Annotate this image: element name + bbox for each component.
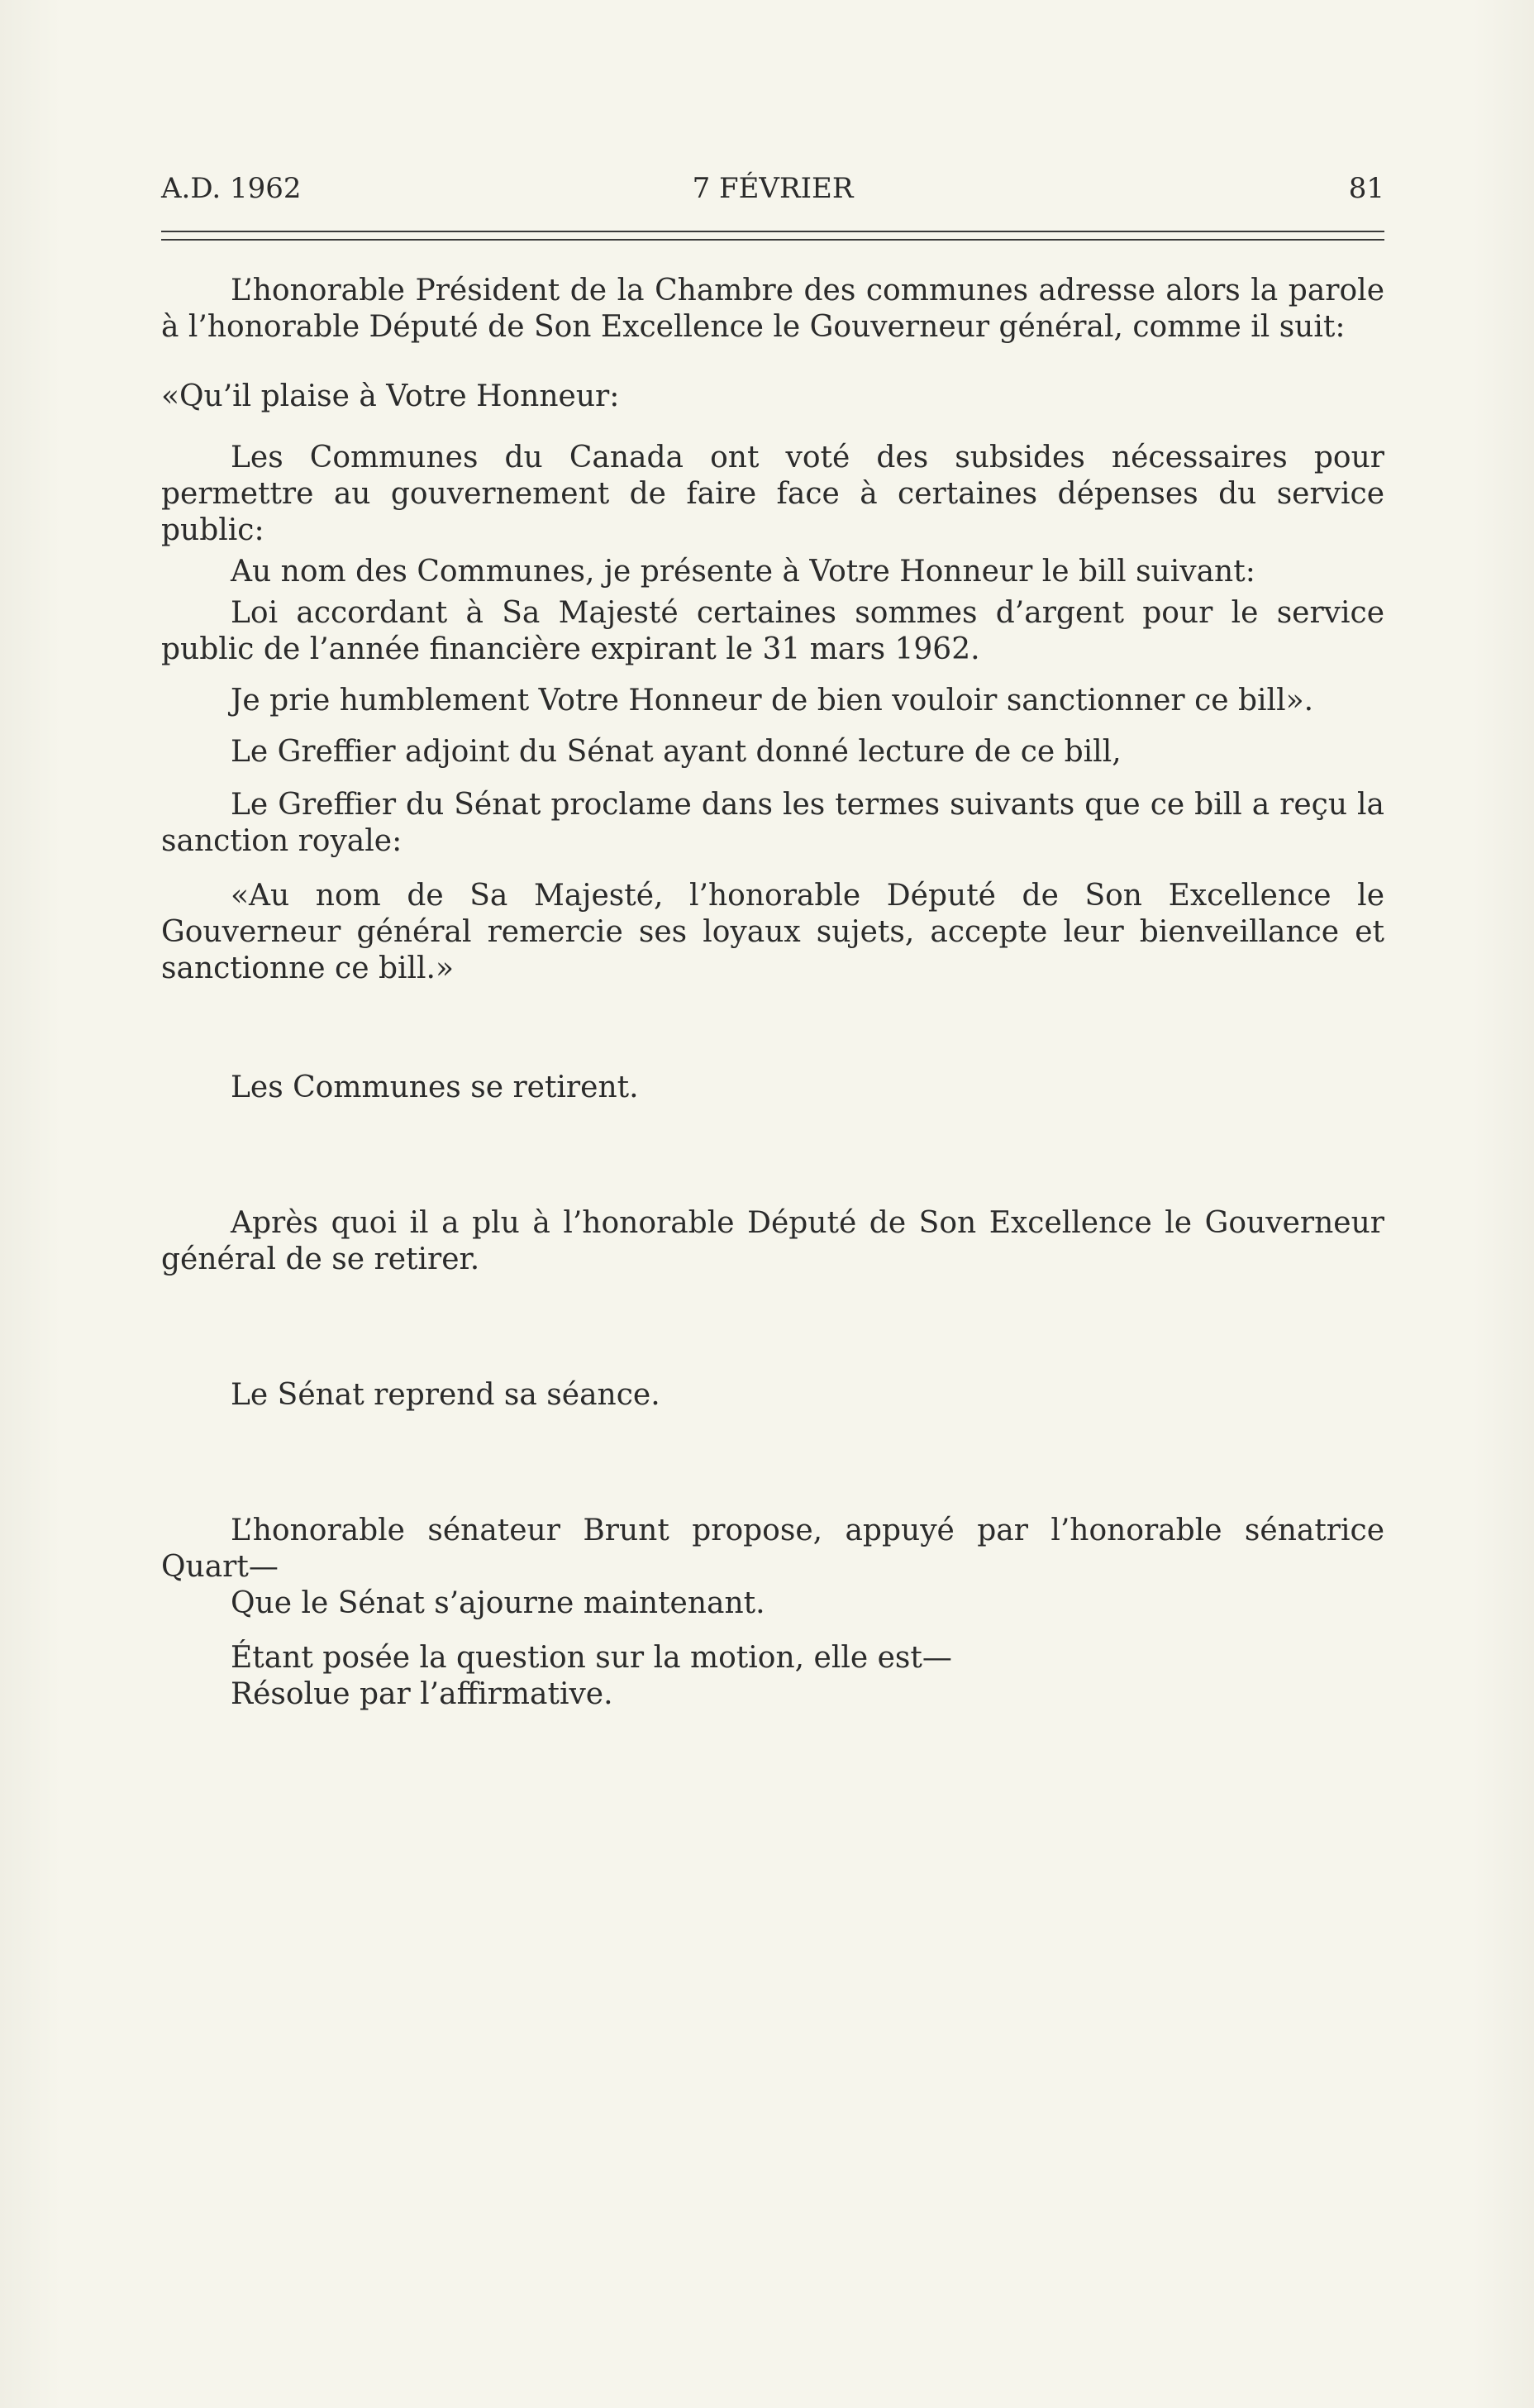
paragraph-clerk-reading: Le Greffier adjoint du Sénat ayant donné lecture de ce bill,	[231, 735, 1122, 769]
paragraph-supply-voted: Les Communes du Canada ont voté des subsides nécessaires pour permettre au gouvernement de faire face à certaines dépenses du service public:	[161, 441, 1384, 547]
paragraph-royal-assent: Le Greffier du Sénat proclame dans les termes suivants que ce bill a reçu la sanction royale:	[161, 788, 1384, 858]
paragraph-speaker-address: L’honorable Président de la Chambre des communes adresse alors la parole à l’honorable Député de Son Excellence le Gouverneur général, comme il suit:	[161, 274, 1384, 344]
header-date: 7 FÉVRIER	[692, 172, 854, 205]
paragraph-motion-text: Que le Sénat s’ajourne maintenant.	[231, 1586, 765, 1620]
paragraph-commons-withdraw: Les Communes se retirent.	[231, 1070, 639, 1104]
paragraph-resolved: Résolue par l’affirmative.	[231, 1677, 613, 1711]
paragraph-request-assent: Je prie humblement Votre Honneur de bien vouloir sanctionner ce bill».	[231, 684, 1314, 718]
header-rule-top	[161, 231, 1384, 232]
paragraph-bill-title: Loi accordant à Sa Majesté certaines sommes d’argent pour le service public de l’année financière expirant le 31 mars 1962.	[161, 596, 1384, 666]
paragraph-sitting-resumed: Le Sénat reprend sa séance.	[231, 1378, 660, 1412]
paragraph-deputy-retires: Après quoi il a plu à l’honorable Député de Son Excellence le Gouverneur général de se retirer.	[161, 1206, 1384, 1276]
document-body	[161, 273, 1384, 1713]
page-header	[161, 172, 1384, 213]
paragraph-assent-formula: «Au nom de Sa Majesté, l’honorable Député de Son Excellence le Gouverneur général remercie ses loyaux sujets, accepte leur bienveillance et sanctionne ce bill.»	[161, 879, 1384, 985]
paragraph-address-opening: «Qu’il plaise à Votre Honneur:	[161, 379, 620, 413]
page-number: 81	[1348, 172, 1384, 205]
paragraph-presenting-bill: Au nom des Communes, je présente à Votre Honneur le bill suivant:	[231, 555, 1255, 589]
paragraph-motion-adjourn: L’honorable sénateur Brunt propose, appuyé par l’honorable sénatrice Quart—	[161, 1514, 1384, 1584]
paragraph-question-put: Étant posée la question sur la motion, elle est—	[231, 1641, 952, 1675]
header-year: A.D. 1962	[161, 172, 302, 205]
header-rule-bottom	[161, 239, 1384, 241]
